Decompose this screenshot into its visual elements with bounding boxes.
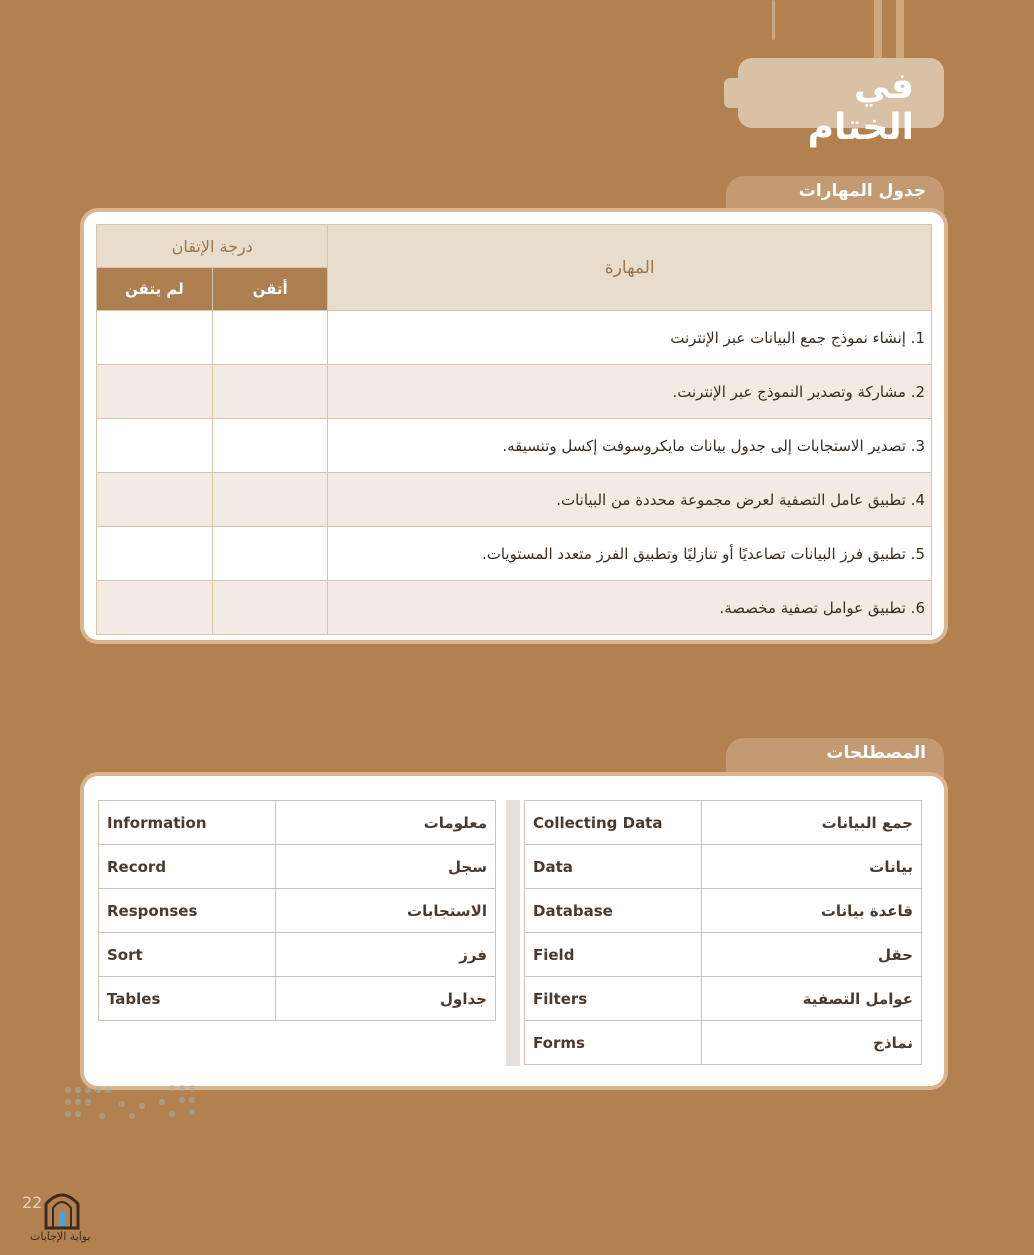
term-arabic: قاعدة بيانات: [702, 889, 922, 933]
skills-card: [84, 212, 944, 640]
header-skill: المهارة: [328, 225, 932, 311]
header-not-mastered: لم يتقن: [97, 268, 213, 311]
page-title-tab: [738, 58, 944, 148]
skill-row: [97, 581, 932, 635]
term-row: [99, 933, 496, 977]
terms-table-left: [98, 800, 496, 1021]
skill-row: [97, 419, 932, 473]
term-row: [99, 889, 496, 933]
mastered-cell[interactable]: [212, 581, 328, 635]
not-mastered-cell[interactable]: [97, 473, 213, 527]
skill-row: [97, 527, 932, 581]
term-english: Responses: [99, 889, 276, 933]
terms-card: [84, 776, 944, 1086]
term-english: Filters: [525, 977, 702, 1021]
term-row: [99, 977, 496, 1021]
term-english: Information: [99, 801, 276, 845]
mastered-cell[interactable]: [212, 527, 328, 581]
term-english: Record: [99, 845, 276, 889]
watermark-label: بوابة الإجابات: [30, 1230, 91, 1243]
term-arabic: جداول: [276, 977, 496, 1021]
term-row: [525, 845, 922, 889]
skill-text: 1. إنشاء نموذج جمع البيانات عبر الإنترنت: [328, 311, 932, 365]
term-arabic: معلومات: [276, 801, 496, 845]
terms-tables: [98, 800, 932, 1068]
skills-table: [96, 224, 932, 635]
skills-section-label: جدول المهارات: [798, 181, 926, 201]
skill-row: [97, 311, 932, 365]
not-mastered-cell[interactable]: [97, 527, 213, 581]
term-row: [99, 845, 496, 889]
skill-row: [97, 473, 932, 527]
skill-text: 6. تطبيق عوامل تصفية مخصصة.: [328, 581, 932, 635]
not-mastered-cell[interactable]: [97, 581, 213, 635]
term-english: Data: [525, 845, 702, 889]
mastered-cell[interactable]: [212, 365, 328, 419]
term-row: [525, 801, 922, 845]
term-english: Tables: [99, 977, 276, 1021]
term-arabic: نماذج: [702, 1021, 922, 1065]
mastered-cell[interactable]: [212, 473, 328, 527]
not-mastered-cell[interactable]: [97, 311, 213, 365]
page-number: 22: [22, 1193, 43, 1212]
term-row: [525, 977, 922, 1021]
term-row: [525, 933, 922, 977]
skill-text: 4. تطبيق عامل التصفية لعرض مجموعة محددة من البيانات.: [328, 473, 932, 527]
header-mastered: أتقن: [212, 268, 328, 311]
skill-text: 5. تطبيق فرز البيانات تصاعديًا أو تنازليًا وتطبيق الفرز متعدد المستويات.: [328, 527, 932, 581]
term-arabic: عوامل التصفية: [702, 977, 922, 1021]
terms-section-label: المصطلحات: [826, 743, 926, 763]
skill-row: [97, 365, 932, 419]
not-mastered-cell[interactable]: [97, 365, 213, 419]
skill-text: 2. مشاركة وتصدير النموذج عبر الإنترنت.: [328, 365, 932, 419]
term-arabic: حقل: [702, 933, 922, 977]
terms-table-right: [524, 800, 922, 1065]
term-english: Field: [525, 933, 702, 977]
term-row: [525, 889, 922, 933]
term-english: Collecting Data: [525, 801, 702, 845]
header-degree: درجة الإتقان: [97, 225, 328, 268]
term-arabic: بيانات: [702, 845, 922, 889]
decorative-line: [772, 0, 775, 40]
term-english: Database: [525, 889, 702, 933]
mastered-cell[interactable]: [212, 311, 328, 365]
term-arabic: جمع البيانات: [702, 801, 922, 845]
skill-text: 3. تصدير الاستجابات إلى جدول بيانات مايكروسوفت إكسل وتنسيقه.: [328, 419, 932, 473]
gate-logo-icon: [42, 1186, 82, 1230]
term-english: Forms: [525, 1021, 702, 1065]
ministry-logo-icon: [62, 1082, 196, 1122]
term-row: [99, 801, 496, 845]
terms-divider: [506, 800, 520, 1066]
mastered-cell[interactable]: [212, 419, 328, 473]
term-english: Sort: [99, 933, 276, 977]
not-mastered-cell[interactable]: [97, 419, 213, 473]
term-arabic: سجل: [276, 845, 496, 889]
term-arabic: فرز: [276, 933, 496, 977]
term-arabic: الاستجابات: [276, 889, 496, 933]
term-row: [525, 1021, 922, 1065]
page-title: في الختام: [807, 66, 914, 148]
